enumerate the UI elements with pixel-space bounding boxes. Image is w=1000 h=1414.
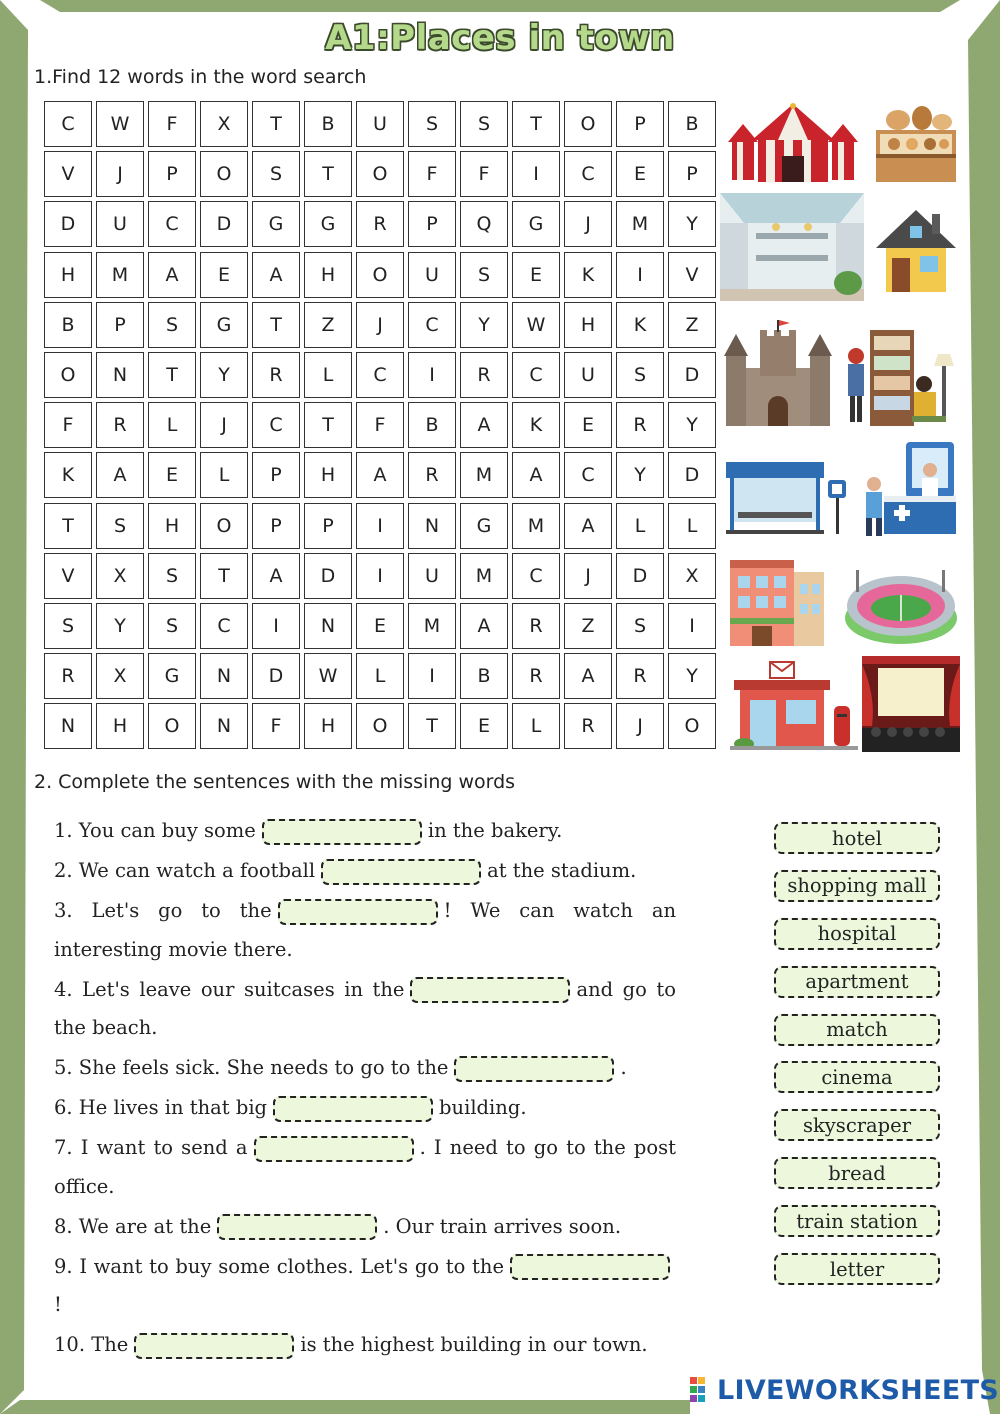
grid-cell[interactable]: V <box>44 151 92 197</box>
grid-cell[interactable]: F <box>460 151 508 197</box>
grid-cell[interactable]: R <box>616 653 664 699</box>
sentence-5 <box>54 1049 676 1088</box>
grid-cell[interactable]: H <box>304 452 352 498</box>
grid-cell[interactable]: Y <box>668 402 716 448</box>
grid-cell[interactable]: S <box>460 101 508 147</box>
answer-blank-2[interactable] <box>321 859 481 885</box>
grid-cell[interactable]: C <box>512 553 560 599</box>
house-picture <box>872 200 960 296</box>
stadium-picture <box>842 562 960 648</box>
grid-cell[interactable]: S <box>408 101 456 147</box>
grid-cell[interactable]: I <box>668 603 716 649</box>
sentence-after-text: . I need to go to the post office. <box>54 1136 676 1198</box>
grid-cell[interactable]: P <box>304 503 352 549</box>
grid-cell[interactable]: L <box>512 703 560 749</box>
grid-cell[interactable]: M <box>512 503 560 549</box>
sentence-after-text: . <box>620 1056 627 1079</box>
grid-cell[interactable]: D <box>668 352 716 398</box>
grid-cell[interactable]: L <box>148 402 196 448</box>
sentence-10 <box>54 1326 676 1365</box>
word-bank-item[interactable]: train station <box>774 1205 940 1237</box>
grid-cell[interactable]: N <box>96 352 144 398</box>
sentence-before-text: 4. Let's leave our suitcases in the <box>54 977 405 1001</box>
bus-stop-picture <box>724 458 852 538</box>
word-bank-item[interactable]: letter <box>774 1253 940 1285</box>
sentence-9 <box>54 1248 676 1325</box>
sentence-after-text: at the stadium. <box>487 859 637 882</box>
word-bank <box>774 822 940 1301</box>
grid-cell[interactable]: O <box>148 703 196 749</box>
grid-cell[interactable]: S <box>44 603 92 649</box>
frame-top-border <box>0 0 1000 16</box>
grid-cell[interactable]: C <box>44 101 92 147</box>
sentence-list <box>54 812 676 1366</box>
grid-cell[interactable]: T <box>148 352 196 398</box>
grid-cell[interactable]: X <box>668 553 716 599</box>
grid-cell[interactable]: B <box>460 653 508 699</box>
grid-cell[interactable]: S <box>96 503 144 549</box>
grid-cell[interactable]: K <box>616 302 664 348</box>
sentence-1 <box>54 812 676 851</box>
sentence-2 <box>54 852 676 891</box>
answer-blank-10[interactable] <box>134 1333 294 1359</box>
grid-cell[interactable]: T <box>512 101 560 147</box>
grid-cell[interactable]: J <box>616 703 664 749</box>
grid-cell[interactable]: S <box>148 553 196 599</box>
grid-cell[interactable]: A <box>564 503 612 549</box>
castle-picture <box>720 318 836 430</box>
grid-cell[interactable]: R <box>564 703 612 749</box>
grid-cell[interactable]: Y <box>668 201 716 247</box>
grid-cell[interactable]: O <box>44 352 92 398</box>
word-bank-item[interactable]: apartment <box>774 966 940 998</box>
sentence-before-text: 1. You can buy some <box>54 819 256 842</box>
grid-cell[interactable]: F <box>252 703 300 749</box>
grid-cell[interactable]: W <box>512 302 560 348</box>
sentence-8 <box>54 1208 676 1247</box>
grid-cell[interactable]: L <box>356 653 404 699</box>
grid-cell[interactable]: G <box>148 653 196 699</box>
grid-cell[interactable]: M <box>460 452 508 498</box>
grid-cell[interactable]: I <box>408 352 456 398</box>
grid-cell[interactable]: T <box>252 302 300 348</box>
grid-cell[interactable]: M <box>616 201 664 247</box>
grid-cell[interactable]: B <box>304 101 352 147</box>
grid-cell[interactable]: H <box>44 252 92 298</box>
liveworksheets-logo-text: LIVEWORKSHEETS <box>717 1374 1000 1406</box>
grid-cell[interactable]: E <box>460 703 508 749</box>
grid-cell[interactable]: D <box>668 452 716 498</box>
grid-cell[interactable]: I <box>356 553 404 599</box>
grid-cell[interactable]: S <box>252 151 300 197</box>
grid-cell[interactable]: P <box>252 503 300 549</box>
grid-cell[interactable]: C <box>564 151 612 197</box>
word-bank-item[interactable]: cinema <box>774 1061 940 1093</box>
bakery-picture <box>872 100 960 186</box>
grid-cell[interactable]: H <box>148 503 196 549</box>
grid-cell[interactable]: A <box>460 603 508 649</box>
grid-cell[interactable]: P <box>616 101 664 147</box>
grid-cell[interactable]: R <box>512 653 560 699</box>
grid-cell[interactable]: N <box>200 703 248 749</box>
grid-cell[interactable]: A <box>356 452 404 498</box>
answer-blank-4[interactable] <box>410 977 570 1003</box>
grid-cell[interactable]: L <box>668 503 716 549</box>
grid-cell[interactable]: E <box>148 452 196 498</box>
word-bank-item[interactable]: hospital <box>774 918 940 950</box>
grid-cell[interactable]: L <box>200 452 248 498</box>
grid-cell[interactable]: Z <box>668 302 716 348</box>
sentence-after-text: is the highest building in our town. <box>300 1333 648 1356</box>
sentence-after-text: ! <box>54 1293 62 1316</box>
grid-cell[interactable]: L <box>616 503 664 549</box>
grid-cell[interactable]: R <box>252 352 300 398</box>
grid-cell[interactable]: I <box>616 252 664 298</box>
grid-cell[interactable]: S <box>616 352 664 398</box>
liveworksheets-logo <box>690 1374 999 1406</box>
grid-cell[interactable]: G <box>304 201 352 247</box>
grid-cell[interactable]: F <box>44 402 92 448</box>
shopping-mall-picture <box>720 193 864 301</box>
answer-blank-9[interactable] <box>510 1254 670 1280</box>
grid-cell[interactable]: V <box>44 553 92 599</box>
answer-blank-6[interactable] <box>273 1096 433 1122</box>
grid-cell[interactable]: O <box>200 503 248 549</box>
sentence-after-text: and go to the beach. <box>54 977 676 1039</box>
grid-cell[interactable]: P <box>668 151 716 197</box>
cinema-picture <box>862 656 960 752</box>
grid-cell[interactable]: E <box>356 603 404 649</box>
grid-cell[interactable]: R <box>356 201 404 247</box>
pharmacy-picture <box>854 440 958 540</box>
grid-cell[interactable]: N <box>408 503 456 549</box>
grid-cell[interactable]: E <box>200 252 248 298</box>
grid-cell[interactable]: I <box>252 603 300 649</box>
grid-cell[interactable]: Y <box>460 302 508 348</box>
grid-cell[interactable]: N <box>200 653 248 699</box>
grid-cell[interactable]: T <box>408 703 456 749</box>
grid-cell[interactable]: C <box>564 452 612 498</box>
grid-cell[interactable]: H <box>564 302 612 348</box>
grid-cell[interactable]: A <box>148 252 196 298</box>
sentence-after-text: in the bakery. <box>427 819 563 842</box>
library-picture <box>842 326 958 432</box>
sentence-before-text: 5. She feels sick. She needs to go to the <box>54 1056 449 1079</box>
grid-cell[interactable]: G <box>460 503 508 549</box>
grid-cell[interactable]: O <box>356 703 404 749</box>
grid-cell[interactable]: R <box>460 352 508 398</box>
grid-cell[interactable]: P <box>252 452 300 498</box>
grid-cell[interactable]: U <box>408 553 456 599</box>
grid-cell[interactable]: E <box>616 151 664 197</box>
grid-cell[interactable]: A <box>564 653 612 699</box>
grid-cell[interactable]: A <box>96 452 144 498</box>
grid-cell[interactable]: P <box>408 201 456 247</box>
sentence-after-text: building. <box>439 1096 527 1119</box>
grid-cell[interactable]: J <box>356 302 404 348</box>
grid-cell[interactable]: P <box>148 151 196 197</box>
grid-cell[interactable]: M <box>408 603 456 649</box>
word-bank-item[interactable]: bread <box>774 1157 940 1189</box>
post-office-picture <box>730 660 858 752</box>
circus-picture <box>722 100 864 188</box>
grid-cell[interactable]: A <box>252 252 300 298</box>
grid-cell[interactable]: R <box>408 452 456 498</box>
grid-cell[interactable]: F <box>148 101 196 147</box>
exercise2-heading: 2. Complete the sentences with the missing words <box>34 771 516 793</box>
grid-cell[interactable]: E <box>564 402 612 448</box>
grid-cell[interactable]: W <box>304 653 352 699</box>
grid-cell[interactable]: L <box>304 352 352 398</box>
grid-cell[interactable]: S <box>148 603 196 649</box>
sentence-before-text: 6. He lives in that big <box>54 1096 268 1119</box>
word-bank-item[interactable]: hotel <box>774 822 940 854</box>
grid-cell[interactable]: A <box>252 553 300 599</box>
grid-cell[interactable]: J <box>96 151 144 197</box>
word-bank-item[interactable]: shopping mall <box>774 870 940 902</box>
grid-cell[interactable]: K <box>44 452 92 498</box>
grid-cell[interactable]: N <box>44 703 92 749</box>
grid-cell[interactable]: B <box>408 402 456 448</box>
grid-cell[interactable]: J <box>564 553 612 599</box>
grid-cell[interactable]: V <box>668 252 716 298</box>
sentence-4 <box>54 971 676 1048</box>
grid-cell[interactable]: O <box>356 252 404 298</box>
grid-cell[interactable]: R <box>96 402 144 448</box>
exercise1-heading: 1.Find 12 words in the word search <box>34 66 367 88</box>
grid-cell[interactable]: I <box>512 151 560 197</box>
sentence-3 <box>54 892 676 969</box>
sentence-7 <box>54 1129 676 1206</box>
grid-cell[interactable]: G <box>200 302 248 348</box>
answer-blank-1[interactable] <box>262 819 422 845</box>
grid-cell[interactable]: J <box>564 201 612 247</box>
grid-cell[interactable]: C <box>512 352 560 398</box>
grid-cell[interactable]: M <box>460 553 508 599</box>
grid-cell[interactable]: J <box>200 402 248 448</box>
grid-cell[interactable]: T <box>304 402 352 448</box>
grid-cell[interactable]: R <box>616 402 664 448</box>
grid-cell[interactable]: K <box>564 252 612 298</box>
grid-cell[interactable]: I <box>356 503 404 549</box>
grid-cell[interactable]: U <box>408 252 456 298</box>
grid-cell[interactable]: W <box>96 101 144 147</box>
grid-cell[interactable]: T <box>252 101 300 147</box>
grid-cell[interactable]: B <box>44 302 92 348</box>
grid-cell[interactable]: U <box>96 201 144 247</box>
sentence-before-text: 2. We can watch a football <box>54 859 316 882</box>
grid-cell[interactable]: Z <box>304 302 352 348</box>
grid-cell[interactable]: K <box>512 402 560 448</box>
grid-cell[interactable]: X <box>200 101 248 147</box>
answer-blank-5[interactable] <box>454 1056 614 1082</box>
grid-cell[interactable]: F <box>408 151 456 197</box>
grid-cell[interactable]: X <box>96 553 144 599</box>
grid-cell[interactable]: D <box>252 653 300 699</box>
grid-cell[interactable]: U <box>564 352 612 398</box>
grid-cell[interactable]: Y <box>96 603 144 649</box>
grid-cell[interactable]: D <box>304 553 352 599</box>
word-bank-item[interactable]: match <box>774 1014 940 1046</box>
grid-cell[interactable]: P <box>96 302 144 348</box>
sentence-after-text: . Our train arrives soon. <box>383 1214 622 1238</box>
grid-cell[interactable]: H <box>304 252 352 298</box>
grid-cell[interactable]: A <box>512 452 560 498</box>
word-bank-item[interactable]: skyscraper <box>774 1109 940 1141</box>
grid-cell[interactable]: H <box>96 703 144 749</box>
grid-cell[interactable]: H <box>304 703 352 749</box>
grid-cell[interactable]: O <box>200 151 248 197</box>
grid-cell[interactable]: Y <box>668 653 716 699</box>
grid-cell[interactable]: S <box>616 603 664 649</box>
grid-cell[interactable]: C <box>200 603 248 649</box>
grid-cell[interactable]: T <box>304 151 352 197</box>
grid-cell[interactable]: C <box>252 402 300 448</box>
grid-cell[interactable]: O <box>356 151 404 197</box>
sentence-before-text: 10. The <box>54 1333 129 1356</box>
grid-cell[interactable]: A <box>460 402 508 448</box>
grid-cell[interactable]: G <box>512 201 560 247</box>
frame-right-border <box>960 0 1000 1414</box>
grid-cell[interactable]: C <box>408 302 456 348</box>
grid-cell[interactable]: R <box>44 653 92 699</box>
grid-cell[interactable]: G <box>252 201 300 247</box>
grid-cell[interactable]: X <box>96 653 144 699</box>
grid-cell[interactable]: D <box>616 553 664 599</box>
grid-cell[interactable]: O <box>668 703 716 749</box>
answer-blank-3[interactable] <box>278 899 438 925</box>
grid-cell[interactable]: U <box>356 101 404 147</box>
grid-cell[interactable]: E <box>512 252 560 298</box>
grid-cell[interactable]: T <box>200 553 248 599</box>
sentence-before-text: 9. I want to buy some clothes. Let's go to the <box>54 1254 504 1278</box>
liveworksheets-logo-icon <box>690 1377 714 1403</box>
grid-cell[interactable]: O <box>564 101 612 147</box>
worksheet-title: A1:Places in town <box>325 18 675 58</box>
sentence-before-text: 7. I want to send a <box>54 1136 248 1159</box>
grid-cell[interactable]: B <box>668 101 716 147</box>
grid-cell[interactable]: D <box>44 201 92 247</box>
grid-cell[interactable]: R <box>512 603 560 649</box>
grid-cell[interactable]: S <box>460 252 508 298</box>
grid-cell[interactable]: I <box>408 653 456 699</box>
grid-cell[interactable]: Z <box>564 603 612 649</box>
grid-cell[interactable]: C <box>148 201 196 247</box>
grid-cell[interactable]: D <box>200 201 248 247</box>
sentence-before-text: 8. We are at the <box>54 1214 212 1238</box>
frame-left-border <box>0 0 30 1414</box>
grid-cell[interactable]: Y <box>616 452 664 498</box>
grid-cell[interactable]: Y <box>200 352 248 398</box>
answer-blank-7[interactable] <box>254 1136 414 1162</box>
grid-cell[interactable]: N <box>304 603 352 649</box>
grid-cell[interactable]: T <box>44 503 92 549</box>
sentence-before-text: 3. Let's go to the <box>54 899 272 922</box>
hotel-picture <box>728 556 828 648</box>
grid-cell[interactable]: Q <box>460 201 508 247</box>
word-search-grid <box>44 101 716 749</box>
grid-cell[interactable]: F <box>356 402 404 448</box>
sentence-6 <box>54 1089 676 1128</box>
grid-cell[interactable]: M <box>96 252 144 298</box>
sentence-after-text: ! We can watch an interesting movie there. <box>54 899 676 961</box>
answer-blank-8[interactable] <box>217 1214 377 1240</box>
grid-cell[interactable]: C <box>356 352 404 398</box>
grid-cell[interactable]: S <box>148 302 196 348</box>
